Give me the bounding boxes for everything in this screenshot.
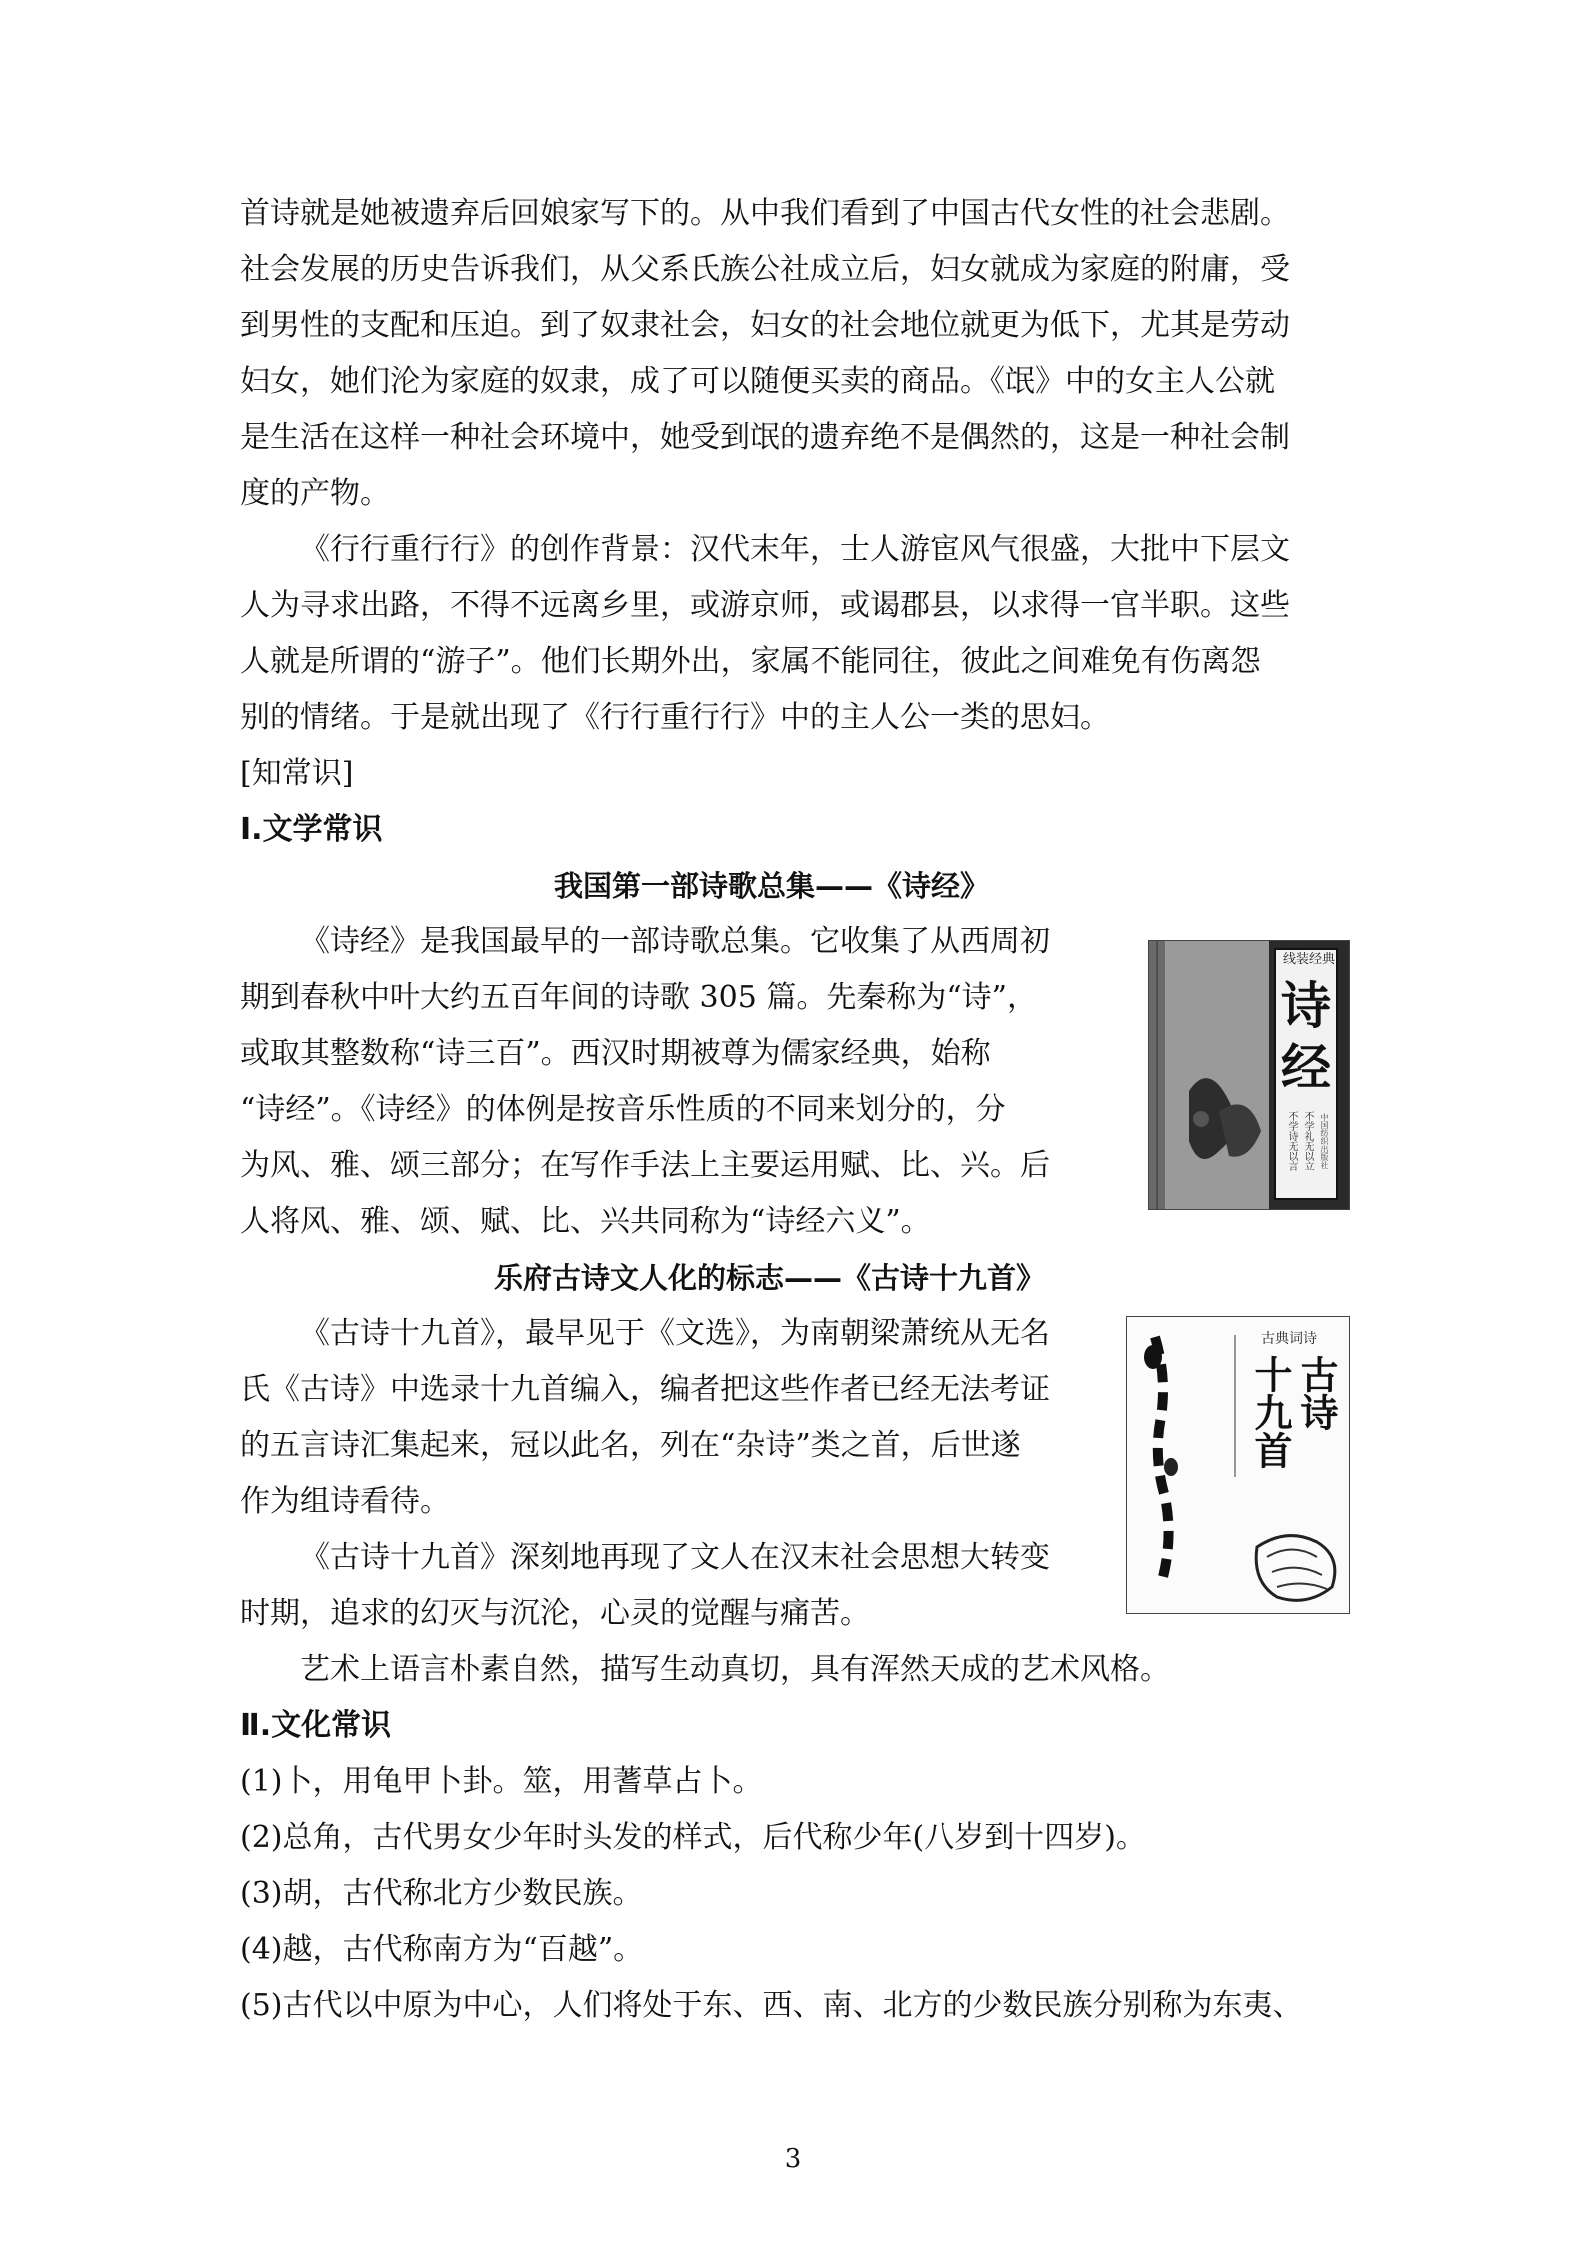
shijing-title: 我国第一部诗歌总集——《诗经》: [554, 869, 990, 903]
text-line: 的五言诗汇集起来，冠以此名，列在“杂诗”类之首，后世遂: [240, 1428, 1021, 1463]
gushi-cover-title-col2: 十九首: [1248, 1355, 1293, 1469]
shijing-cover-series: 线装经典: [1282, 952, 1335, 967]
text-line: 人为寻求出路，不得不远离乡里，或游京师，或谒郡县，以求得一官半职。这些: [240, 588, 1290, 623]
text-line: 《古诗十九首》深刻地再现了文人在汉末社会思想大转变: [300, 1540, 1050, 1575]
cover-title-char: 经: [1281, 1039, 1331, 1097]
gushi-paragraph-1: [240, 1306, 1100, 1530]
text-line: 艺术上语言朴素自然，描写生动真切，具有浑然天成的艺术风格。: [300, 1652, 1170, 1687]
text-line: 时期，追求的幻灭与沉沦，心灵的觉醒与痛苦。: [240, 1596, 870, 1631]
heading-literature-text: Ⅰ.文学常识: [240, 812, 383, 847]
list-item: (1)卜，用龟甲卜卦。筮，用蓍草占卜。: [240, 1764, 763, 1799]
list-item: (5)古代以中原为中心，人们将处于东、西、南、北方的少数民族分别称为东夷、: [240, 1988, 1303, 2023]
text-line: 期到春秋中叶大约五百年间的诗歌 305 篇。先秦称为“诗”，: [240, 980, 1038, 1015]
text-line: 社会发展的历史告诉我们，从父系氏族公社成立后，妇女就成为家庭的附庸，受: [240, 252, 1290, 287]
text-line: 《古诗十九首》，最早见于《文选》，为南朝梁萧统从无名: [300, 1316, 1050, 1351]
text-line: 《诗经》是我国最早的一部诗歌总集。它收集了从西周初: [300, 924, 1050, 959]
culture-list: [240, 1754, 1350, 2034]
shijing-cover-title: [1277, 975, 1335, 1099]
shijing-paragraph: [240, 914, 1100, 1250]
section-label: [240, 746, 1350, 802]
text-line: 作为组诗看待。: [240, 1484, 450, 1519]
heading-culture: [240, 1698, 1350, 1754]
text-line: 为风、雅、颂三部分；在写作手法上主要运用赋、比、兴。后: [240, 1148, 1050, 1183]
list-item: (3)胡，古代称北方少数民族。: [240, 1876, 643, 1911]
background-paragraph: [240, 522, 1350, 746]
list-item: (2)总角，古代男女少年时头发的样式，后代称少年(八岁到十四岁)。: [240, 1820, 1146, 1855]
text-line: 妇女，她们沦为家庭的奴隶，成了可以随便买卖的商品。《氓》中的女主人公就: [240, 364, 1275, 399]
text-line: 到男性的支配和压迫。到了奴隶社会，妇女的社会地位就更为低下，尤其是劳动: [240, 308, 1290, 343]
text-line: 别的情绪。于是就出现了《行行重行行》中的主人公一类的思妇。: [240, 700, 1110, 735]
text-line: 是生活在这样一种社会环境中，她受到氓的遗弃绝不是偶然的，这是一种社会制: [240, 420, 1290, 455]
text-line: 或取其整数称“诗三百”。西汉时期被尊为儒家经典，始称: [240, 1036, 991, 1071]
text-line: 《行行重行行》的创作背景：汉代末年，士人游宦风气很盛，大批中下层文: [300, 532, 1290, 567]
gushi-title: 乐府古诗文人化的标志——《古诗十九首》: [494, 1261, 1046, 1295]
heading-culture-text: Ⅱ.文化常识: [240, 1708, 392, 1743]
text-line: “诗经”。《诗经》的体例是按音乐性质的不同来划分的，分: [240, 1092, 1006, 1127]
page-number: 3: [784, 2144, 802, 2174]
shijing-cover-publisher: 中国纺织出版社: [1320, 1113, 1329, 1169]
gushi-book-cover: [1126, 1316, 1350, 1614]
gushi-cover-series: 古典词诗: [1261, 1331, 1317, 1347]
shijing-cover-quote-1: 不学诗无以言: [1286, 1111, 1297, 1171]
text-line: 首诗就是她被遗弃后回娘家写下的。从中我们看到了中国古代女性的社会悲剧。: [240, 196, 1290, 231]
text-line: 人将风、雅、颂、赋、比、兴共同称为“诗经六义”。: [240, 1204, 931, 1239]
gushi-paragraph-3: [240, 1642, 1350, 1698]
text-line: 人就是所谓的“游子”。他们长期外出，家属不能同往，彼此之间难免有伤离怨: [240, 644, 1261, 679]
gushi-paragraph-2: [240, 1530, 1100, 1642]
heading-literature: [240, 802, 1350, 858]
shijing-book-cover: [1148, 940, 1350, 1210]
text-line: 度的产物。: [240, 476, 390, 511]
list-item: (4)越，古代称南方为“百越”。: [240, 1932, 644, 1967]
gushi-cover-title-col1: 古诗: [1294, 1355, 1339, 1431]
shijing-cover-quote-2: 不学礼无以立: [1302, 1111, 1313, 1171]
text-line: 氏《古诗》中选录十九首编入，编者把这些作者已经无法考证: [240, 1372, 1050, 1407]
section-label-text: [知常识]: [240, 756, 354, 791]
cover-title-char: 诗: [1281, 977, 1331, 1035]
continuation-paragraph: [240, 186, 1350, 522]
